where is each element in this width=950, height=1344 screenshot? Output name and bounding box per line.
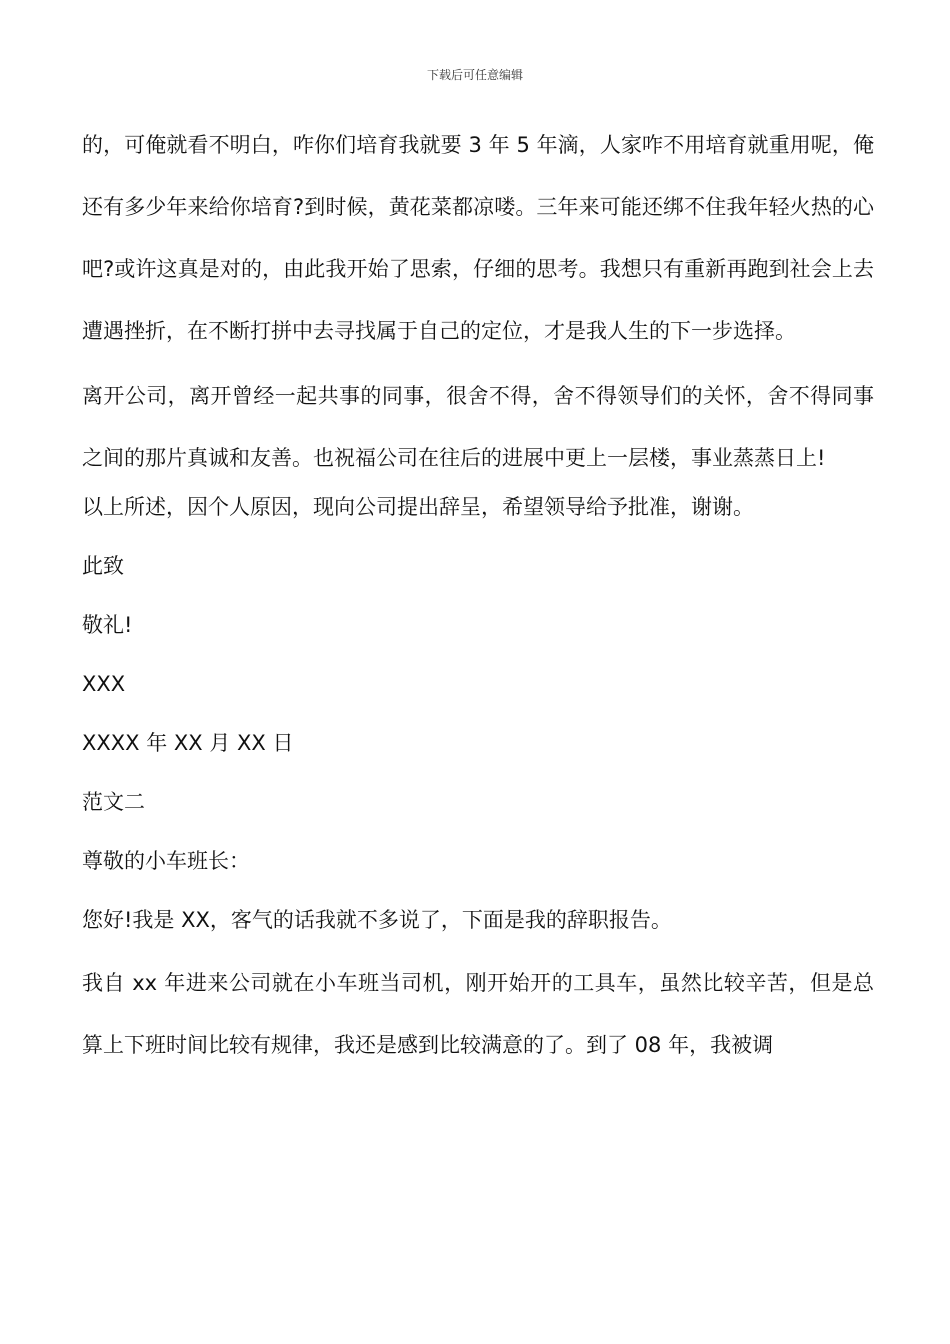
resignation-statement: 以上所述，因个人原因，现向公司提出辞呈，希望领导给予批准，谢谢。 (82, 495, 754, 519)
paragraph-text: 我自 xx 年进来公司就在小车班当司机，刚开始开的工具车，虽然比较辛苦，但是总算上下班时间比较有规律，我还是感到比较满意的了。到了 08 年，我被调 (82, 971, 874, 1057)
signature-date: XXXX 年 XX 月 XX 日 (82, 731, 294, 755)
closing-salutation: 此致 (82, 554, 124, 578)
paragraph-2 (82, 365, 874, 489)
document-body (82, 118, 874, 1079)
letter-greeting: 尊敬的小车班长： (82, 849, 250, 873)
page-header: 下载后可任意编辑 (426, 68, 523, 82)
closing-regards: 敬礼! (82, 613, 133, 637)
short-lines (82, 492, 874, 935)
section-title: 范文二 (82, 790, 145, 814)
letter-intro: 您好!我是 XX，客气的话我就不多说了，下面是我的辞职报告。 (82, 908, 672, 932)
paragraph-text: 离开公司，离开曾经一起共事的同事，很舍不得，舍不得领导们的关怀，舍不得同事之间的那片真诚和友善。也祝福公司在往后的进展中更上一层楼，事业蒸蒸日上! (82, 384, 874, 470)
paragraph-last (82, 952, 874, 1076)
signature-name: XXX (82, 672, 126, 696)
paragraph-1 (82, 114, 874, 362)
paragraph-text: 的，可俺就看不明白，咋你们培育我就要 3 年 5 年滴，人家咋不用培育就重用呢，俺还有多少年来给你培育?到时候，黄花菜都凉喽。三年来可能还绑不住我年轻火热的心吧?或许这真是对的，由此我开始了思索，仔细的思考。我想只有重新再跑到社会上去遭遇挫折，在不断打拼中去寻找属于自己的定位，才是我人生的下一步选择。 (82, 133, 874, 343)
